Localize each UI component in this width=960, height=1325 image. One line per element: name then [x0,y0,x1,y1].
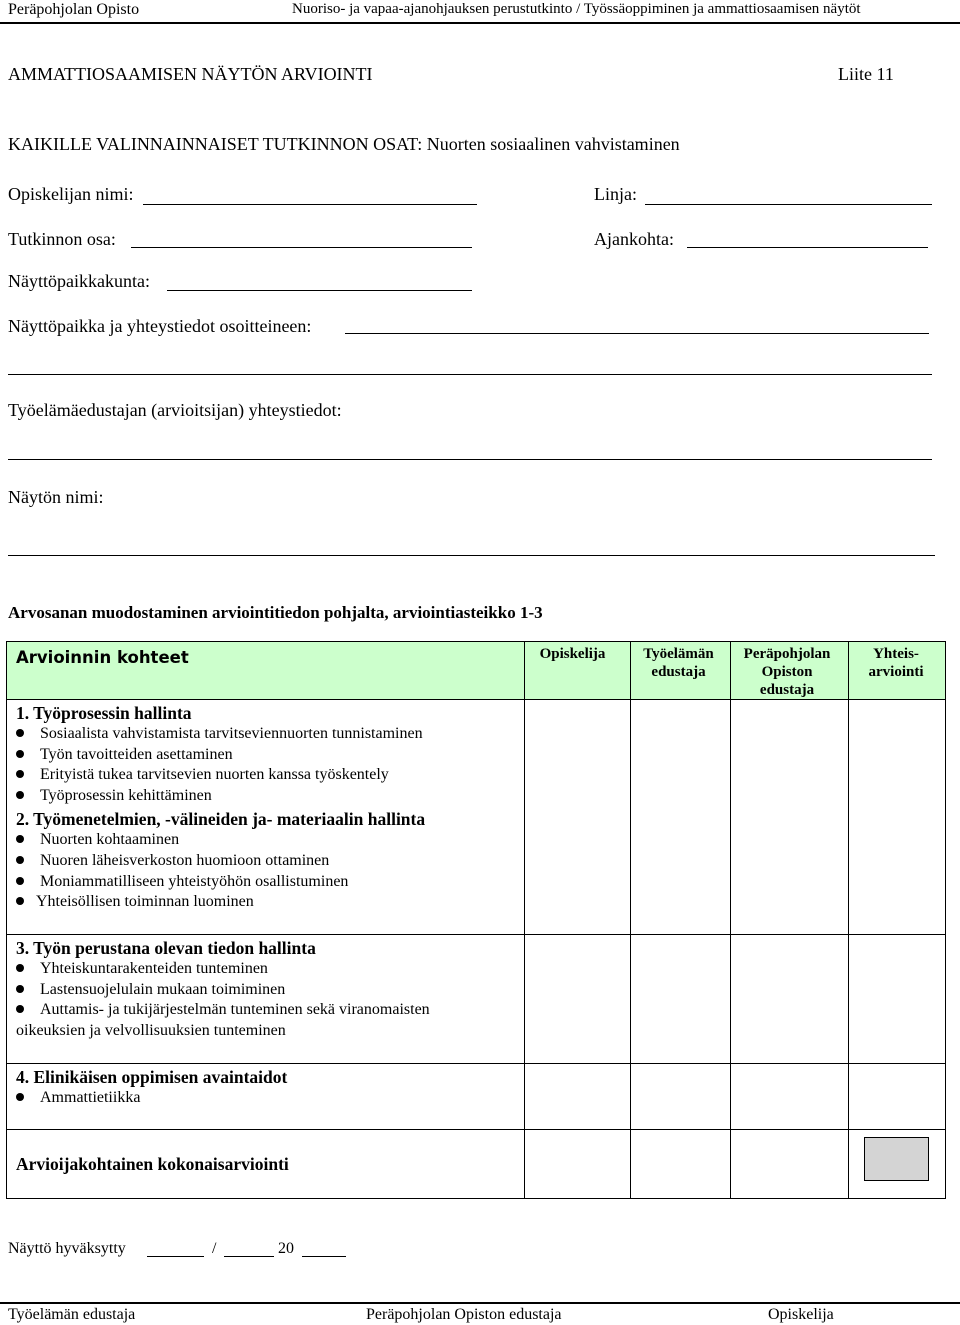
criteria-header: Arvioinnin kohteet [16,648,189,667]
bullet-icon [16,729,24,737]
header-rule [0,22,960,24]
bullet-icon [16,1093,24,1101]
line-field[interactable] [645,204,932,205]
student-name-label: Opiskelijan nimi: [8,184,134,204]
approved-label: Näyttö hyväksytty [8,1240,126,1257]
school-header-line1: Peräpohjolan [743,646,831,662]
list-item: Erityistä tukea tarvitsevien nuorten kanssa työskentely [16,766,389,784]
place-contacts-label: Näyttöpaikka ja yhteystiedot osoitteineen: [8,316,312,336]
worklife-header [632,645,725,681]
demo-name-field[interactable] [8,555,935,556]
bullet-icon [16,897,24,905]
section-3-title: 3. Työn perustana olevan tiedon hallinta [16,938,316,958]
list-item: Yhteisöllisen toiminnan luominen [16,893,254,911]
unit-label: Tutkinnon osa: [8,229,116,249]
approved-year-prefix: 20 [278,1240,294,1257]
header-right: Nuoriso- ja vapaa-ajanohjauksen perustutkinto / Työssäoppiminen ja ammattiosaamisen näytöt [292,1,861,17]
list-item: Sosiaalista vahvistamista tarvitseviennuorten tunnistaminen [16,725,423,743]
grading-note: Arvosanan muodostaminen arviointitiedon pohjalta, arviointiasteikko 1-3 [8,603,543,622]
page-title: AMMATTIOSAAMISEN NÄYTÖN ARVIOINTI [8,64,373,84]
location-label: Näyttöpaikkakunta: [8,271,150,291]
approved-day-field[interactable] [147,1256,204,1257]
attachment-label: Liite 11 [838,64,894,84]
location-field[interactable] [167,290,472,291]
place-contacts-field-2[interactable] [8,374,932,375]
section-1-title: 1. Työprosessin hallinta [16,703,192,723]
assessor-contacts-label: Työelämäedustajan (arvioitsijan) yhteystiedot: [8,400,342,420]
assessor-contacts-field[interactable] [8,459,932,460]
joint-header-line1: Yhteis- [873,646,919,662]
unit-field[interactable] [131,247,472,248]
list-item: Lastensuojelulain mukaan toimiminen [16,981,285,999]
place-contacts-field[interactable] [345,333,929,334]
school-header-line3: edustaja [759,682,815,698]
student-header [526,645,619,663]
section-4-title: 4. Elinikäisen oppimisen avaintaidot [16,1067,288,1087]
worklife-header-line2: edustaja [651,664,706,680]
approved-year-field[interactable] [302,1256,346,1257]
bullet-icon [16,985,24,993]
line-label: Linja: [594,184,637,204]
signature-worklife: Työelämän edustaja [8,1306,136,1323]
header-left: Peräpohjolan Opisto [8,1,140,18]
bullet-icon [16,770,24,778]
bullet-icon [16,856,24,864]
page-subtitle: KAIKILLE VALINNAINNAISET TUTKINNON OSAT: Nuorten sosiaalinen vahvistaminen [8,134,680,154]
bullet-icon [16,877,24,885]
date-field[interactable] [687,247,928,248]
approved-slash: / [212,1240,217,1257]
date-label: Ajankohta: [594,229,674,249]
list-item: Työprosessin kehittäminen [16,787,212,805]
bullet-icon [16,750,24,758]
list-item: Yhteiskuntarakenteiden tunteminen [16,960,268,978]
demo-name-label: Näytön nimi: [8,487,104,507]
list-item: Nuorten kohtaaminen [16,831,179,849]
worklife-header-line1: Työelämän [643,646,714,662]
school-header [732,645,842,699]
overall-assessment-label: Arvioijakohtainen kokonaisarviointi [16,1154,289,1174]
signature-student: Opiskelija [768,1306,834,1323]
student-header-text: Opiskelija [539,646,606,662]
student-name-field[interactable] [143,204,477,205]
list-item: Ammattietiikka [16,1089,140,1107]
signature-rule [0,1302,960,1304]
list-item-continuation: oikeuksien ja velvollisuuksien tunteminen [16,1022,286,1039]
joint-header-line2: arviointi [868,664,924,680]
school-header-line2: Opiston [761,664,813,680]
list-item: Työn tavoitteiden asettaminen [16,746,233,764]
approved-month-field[interactable] [224,1256,274,1257]
bullet-icon [16,791,24,799]
bullet-icon [16,835,24,843]
list-item: Moniammatilliseen yhteistyöhön osallistuminen [16,873,348,891]
signature-school: Peräpohjolan Opiston edustaja [366,1306,562,1323]
bullet-icon [16,1005,24,1013]
joint-header [851,645,941,681]
list-item: Auttamis- ja tukijärjestelmän tunteminen sekä viranomaisten [16,1001,430,1019]
joint-overall-box[interactable] [864,1137,929,1181]
bullet-icon [16,964,24,972]
list-item: Nuoren läheisverkoston huomioon ottaminen [16,852,329,870]
section-2-title: 2. Työmenetelmien, -välineiden ja- materiaalin hallinta [16,809,426,829]
